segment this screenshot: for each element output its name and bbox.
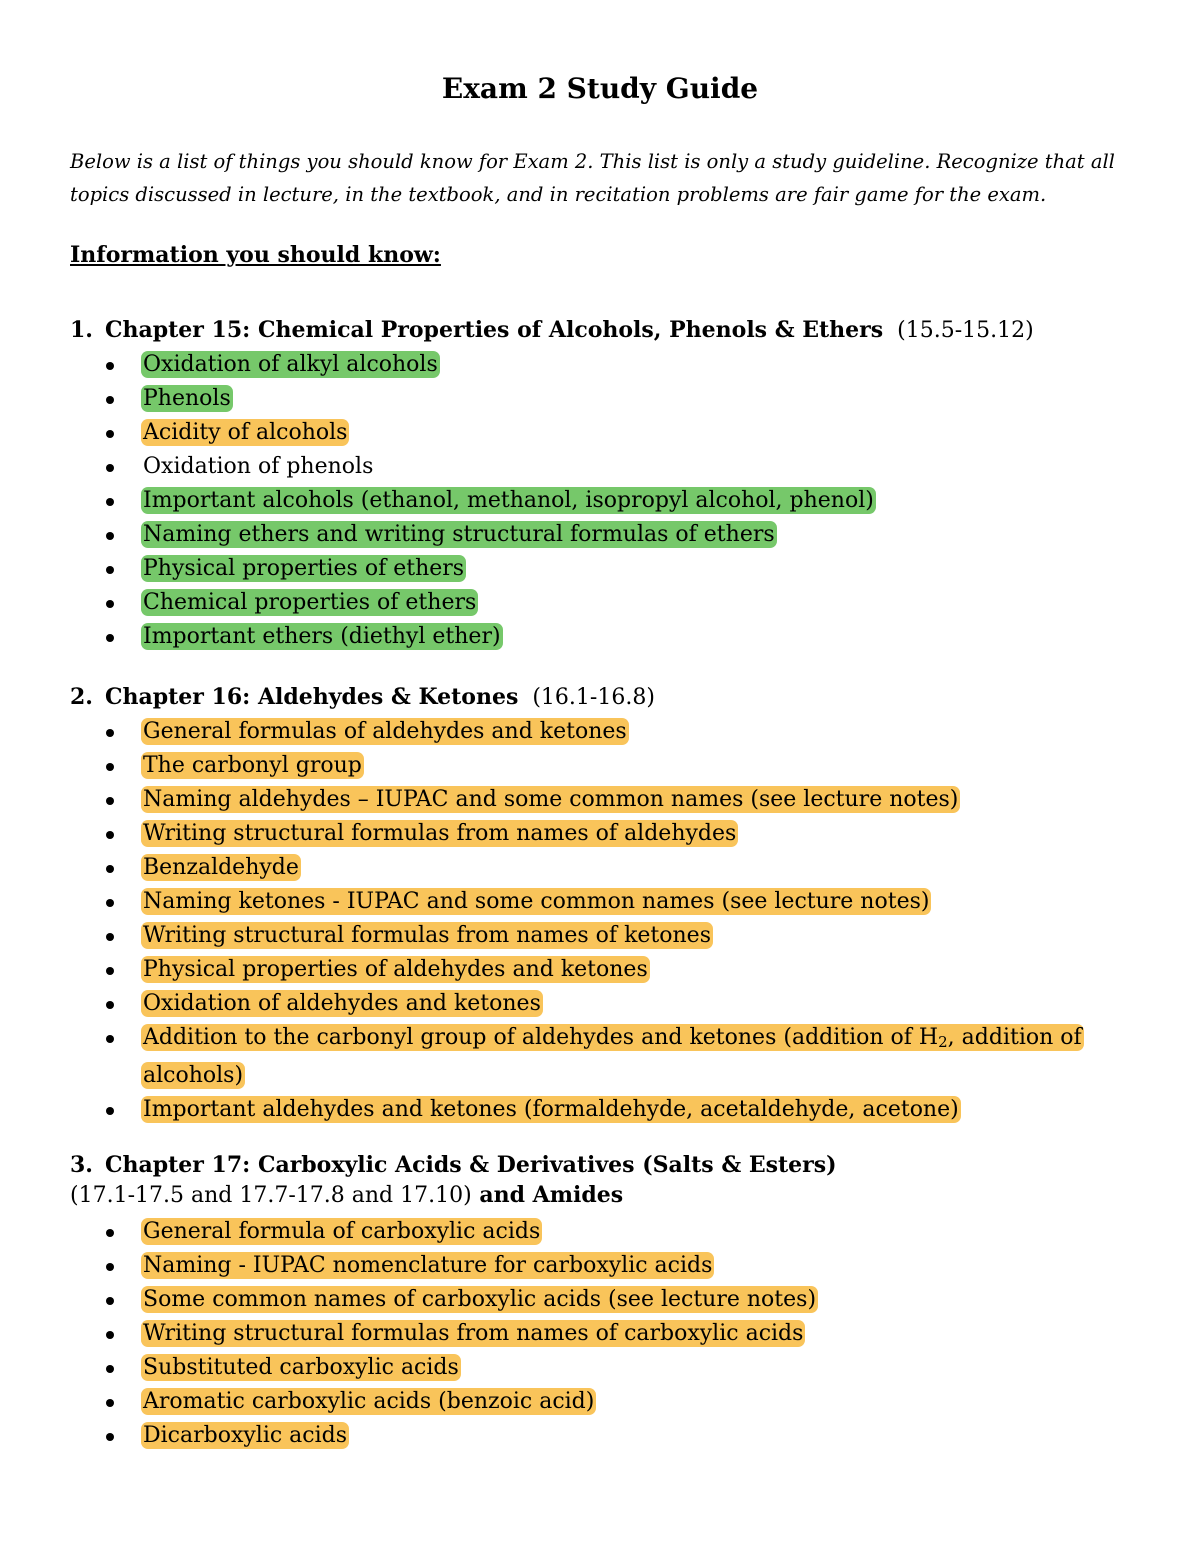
bullet-icon: [106, 396, 114, 404]
list-item: [0, 1317, 1141, 1351]
list-item-text: Some common names of carboxylic acids (see lecture notes): [143, 1287, 817, 1312]
list-item: [0, 382, 1141, 416]
chapter-title: Chapter 17: Carboxylic Acids & Derivatives (Salts & Esters): [105, 1152, 837, 1178]
list-item: [0, 620, 1141, 654]
list-item-text: Acidity of alcohols: [143, 420, 348, 445]
list-item-text: Physical properties of aldehydes and ketones: [143, 957, 648, 982]
chapter-17-subheading: [70, 1182, 623, 1208]
list-item: [0, 817, 1141, 851]
bullet-icon: [106, 1229, 114, 1237]
list-item-text: Oxidation of phenols: [143, 454, 374, 479]
list-item-text: Phenols: [143, 386, 231, 411]
chapter-number: 1.: [70, 317, 93, 343]
bullet-icon: [106, 634, 114, 642]
list-item-text: Benzaldehyde: [143, 855, 299, 880]
bullet-icon: [106, 865, 114, 873]
list-item: [0, 851, 1141, 885]
list-item-text: Dicarboxylic acids: [143, 1423, 348, 1448]
subscript: 2: [938, 1033, 948, 1051]
bullet-icon: [106, 1297, 114, 1305]
bullet-icon: [106, 532, 114, 540]
list-item-text: Addition to the carbonyl group of aldehydes and ketones (addition of $H_2$, addition of alcohols): [143, 1025, 1082, 1088]
bullet-icon: [106, 1433, 114, 1441]
list-item-text: Oxidation of aldehydes and ketones: [143, 991, 541, 1016]
bullet-icon: [106, 967, 114, 975]
list-item: [0, 715, 1141, 749]
list-item-text: Physical properties of ethers: [143, 556, 465, 581]
chapter-17-heading: [70, 1149, 837, 1182]
chapter-title: Chapter 15: Chemical Properties of Alcohols, Phenols & Ethers: [105, 317, 884, 343]
list-item: [0, 885, 1141, 919]
bullet-icon: [106, 763, 114, 771]
list-item: [0, 552, 1141, 586]
list-item-text: Important ethers (diethyl ether): [143, 624, 501, 649]
list-item-text: Oxidation of alkyl alcohols: [143, 352, 438, 377]
list-item-text: Important aldehydes and ketones (formaldehyde, acetaldehyde, acetone): [143, 1097, 959, 1122]
list-item: [0, 348, 1141, 382]
bullet-icon: [106, 729, 114, 737]
list-item-text: General formulas of aldehydes and ketones: [143, 719, 627, 744]
list-item-text: Naming ketones - IUPAC and some common names (see lecture notes): [143, 889, 930, 914]
chapter-16-heading: [70, 681, 655, 714]
list-item-text: Naming ethers and writing structural formulas of ethers: [143, 522, 775, 547]
list-item: [0, 987, 1141, 1021]
bullet-icon: [106, 831, 114, 839]
bullet-icon: [106, 1001, 114, 1009]
list-item-text: Writing structural formulas from names of carboxylic acids: [143, 1321, 804, 1346]
chapter-range: (15.5-15.12): [897, 318, 1034, 343]
bullet-icon: [106, 566, 114, 574]
list-item-text: Chemical properties of ethers: [143, 590, 477, 615]
list-item: [0, 586, 1141, 620]
chapter-range: (16.1-16.8): [532, 685, 655, 710]
list-item: [0, 1249, 1141, 1283]
list-item: [0, 1419, 1141, 1453]
list-item-text: The carbonyl group: [143, 753, 362, 778]
info-heading: Information you should know:: [70, 242, 441, 268]
list-item-text: Naming aldehydes – IUPAC and some common names (see lecture notes): [143, 787, 959, 812]
bullet-icon: [106, 1365, 114, 1373]
list-item: [0, 953, 1141, 987]
bullet-icon: [106, 600, 114, 608]
bullet-icon: [106, 899, 114, 907]
list-item-text: Writing structural formulas from names of ketones: [143, 923, 711, 948]
bullet-icon: [106, 1399, 114, 1407]
list-item: [0, 416, 1141, 450]
list-item: [0, 1351, 1141, 1385]
bullet-icon: [106, 797, 114, 805]
chapter-amides-label: and Amides: [471, 1182, 624, 1208]
list-item: [0, 450, 1141, 484]
chapter-15-list: [0, 348, 1141, 654]
chapter-number: 3.: [70, 1152, 93, 1178]
chapter-number: 2.: [70, 684, 93, 710]
list-item: [0, 783, 1141, 817]
list-item-text: Aromatic carboxylic acids (benzoic acid): [143, 1389, 595, 1414]
bullet-icon: [106, 1107, 114, 1115]
list-item: [0, 1215, 1141, 1249]
list-item: [0, 1021, 1141, 1093]
list-item-text: Substituted carboxylic acids: [143, 1355, 459, 1380]
bullet-icon: [106, 1263, 114, 1271]
list-item-text: Important alcohols (ethanol, methanol, isopropyl alcohol, phenol): [143, 488, 874, 513]
list-item: [0, 1385, 1141, 1419]
list-item-text: Naming - IUPAC nomenclature for carboxylic acids: [143, 1253, 713, 1278]
list-item: [0, 1283, 1141, 1317]
list-item: [0, 484, 1141, 518]
intro-paragraph: Below is a list of things you should know for Exam 2. This list is only a study guideline. Recognize that all topics discussed in lecture, in the textbook, and in recitation problems are fair game for the exam.: [70, 150, 1115, 206]
chapter-17-list: [0, 1215, 1141, 1453]
page-title: Exam 2 Study Guide: [441, 72, 759, 105]
bullet-icon: [106, 362, 114, 370]
chapter-15-heading: [70, 314, 1034, 347]
bullet-icon: [106, 1331, 114, 1339]
list-item: [0, 1093, 1141, 1127]
chapter-range: (17.1-17.5 and 17.7-17.8 and 17.10): [70, 1183, 472, 1208]
chapter-16-list: [0, 715, 1141, 1127]
list-item-text: Writing structural formulas from names of aldehydes: [143, 821, 737, 846]
chapter-title: Chapter 16: Aldehydes & Ketones: [105, 684, 519, 710]
bullet-icon: [106, 1035, 114, 1043]
bullet-icon: [106, 933, 114, 941]
bullet-icon: [106, 464, 114, 472]
bullet-icon: [106, 498, 114, 506]
list-item: [0, 749, 1141, 783]
bullet-icon: [106, 430, 114, 438]
list-item: [0, 518, 1141, 552]
list-item: [0, 919, 1141, 953]
list-item-text: General formula of carboxylic acids: [143, 1219, 541, 1244]
